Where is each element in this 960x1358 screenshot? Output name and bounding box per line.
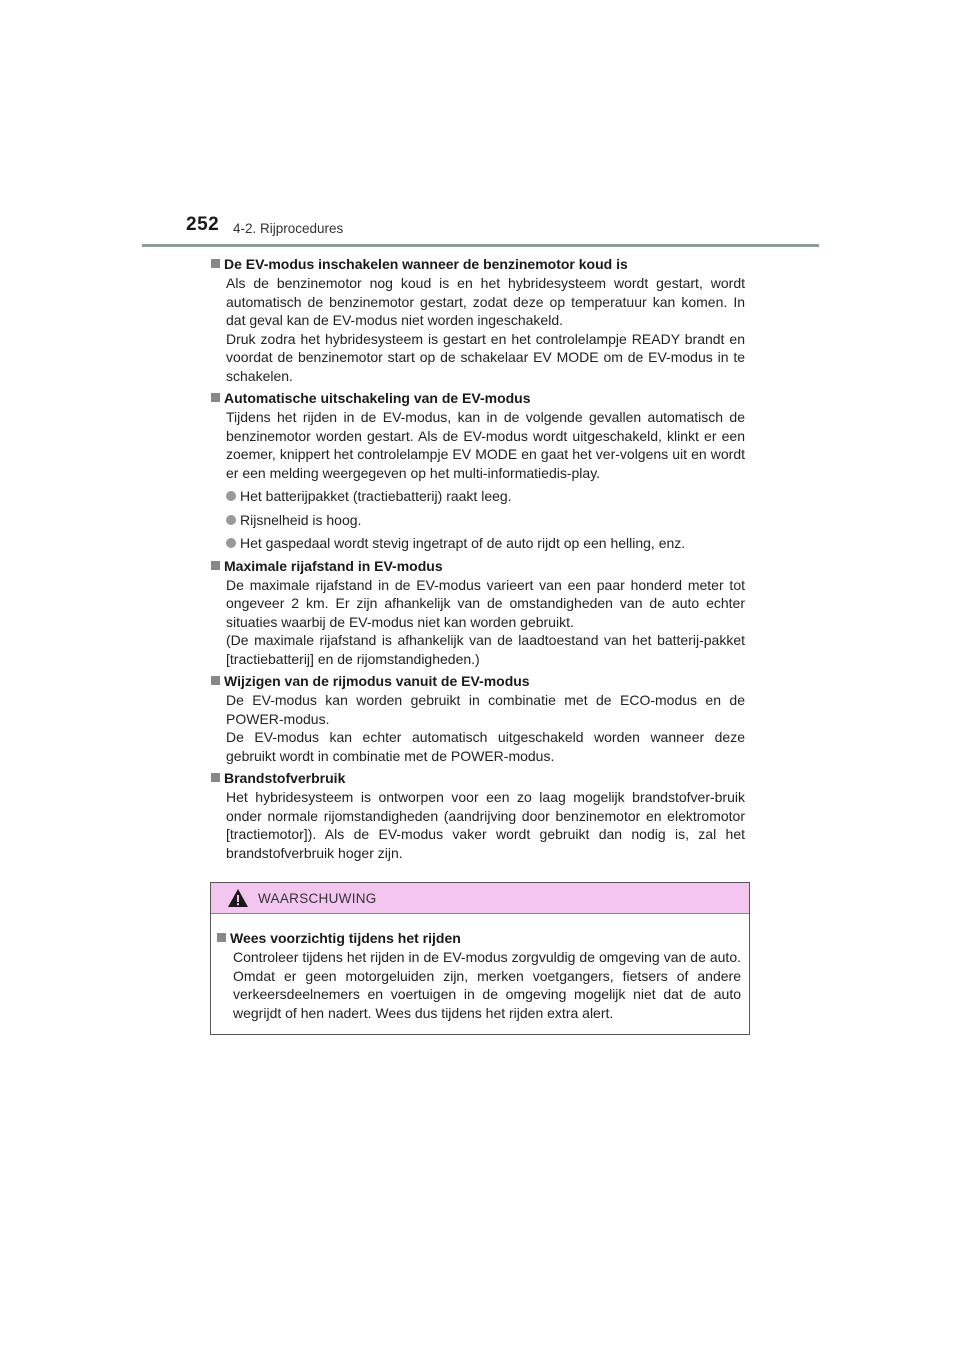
paragraph: De maximale rijafstand in de EV-modus varieert van een paar honderd meter tot ongeveer 2 km. Er zijn afhankelijk van de omstandigheden van de auto echter situaties waarbij de EV-modus niet kan worden gebruikt. xyxy=(226,576,745,630)
paragraph: De EV-modus kan echter automatisch uitgeschakeld worden wanneer deze gebruikt wordt in combinatie met de POWER-modus. xyxy=(226,729,745,764)
square-bullet-icon xyxy=(211,561,220,570)
square-bullet-icon xyxy=(211,393,220,402)
list-item: Het gaspedaal wordt stevig ingetrapt of de auto rijdt op een helling, enz. xyxy=(226,534,745,553)
list-item: Rijsnelheid is hoog. xyxy=(226,511,745,530)
section-drive-mode-change xyxy=(211,671,745,765)
square-bullet-icon xyxy=(211,676,220,685)
warning-title: Wees voorzichtig tijdens het rijden xyxy=(217,928,741,948)
section-ev-auto-off xyxy=(211,388,745,553)
section-ev-max-range xyxy=(211,556,745,669)
square-bullet-icon xyxy=(211,773,220,782)
section-ev-cold-engine xyxy=(211,254,745,385)
header-rule xyxy=(142,244,819,247)
paragraph: (De maximale rijafstand is afhankelijk van de laadtoestand van het batterij-pakket [tractiebatterij] en de rijomstandigheden.) xyxy=(226,632,745,667)
warning-header xyxy=(211,883,749,914)
warning-triangle-icon xyxy=(227,888,249,908)
page-header xyxy=(0,0,960,250)
chapter-title: 4-2. Rijprocedures xyxy=(233,221,344,236)
section-title: De EV-modus inschakelen wanneer de benzinemotor koud is xyxy=(211,254,745,274)
dot-bullet-icon xyxy=(226,515,236,525)
dot-bullet-icon xyxy=(226,538,236,548)
section-fuel-consumption xyxy=(211,768,745,862)
page-number: 252 xyxy=(186,214,220,235)
warning-text: Controleer tijdens het rijden in de EV-modus zorgvuldig de omgeving van de auto. Omdat er geen motorgeluiden zijn, merken voetgangers, fietsers of andere verkeersdeelnemers en voertuigen in de omgeving mogelijk niet dat de auto wegrijdt of hen nadert. Wees dus tijdens het rijden extra alert. xyxy=(233,949,741,1021)
paragraph: Tijdens het rijden in de EV-modus, kan in de volgende gevallen automatisch de benzinemotor worden gestart. Als de EV-modus wordt uitgeschakeld, klinkt er een zoemer, knippert het controlelampje EV MODE en gaat het ver-volgens uit en wordt er een melding weergegeven op het multi-informatiedis-play. xyxy=(226,409,745,481)
square-bullet-icon xyxy=(217,933,226,942)
paragraph: De EV-modus kan worden gebruikt in combinatie met de ECO-modus en de POWER-modus. xyxy=(226,692,745,727)
square-bullet-icon xyxy=(211,259,220,268)
section-title: Brandstofverbruik xyxy=(211,768,745,788)
section-title: Maximale rijafstand in EV-modus xyxy=(211,556,745,576)
list-item: Het batterijpakket (tractiebatterij) raakt leeg. xyxy=(226,487,745,506)
main-content xyxy=(211,254,745,865)
paragraph: Het hybridesysteem is ontworpen voor een zo laag mogelijk brandstofver-bruik onder normale rijomstandigheden (aandrijving door benzinemotor en elektromotor [tractiemotor]). Als de EV-modus vaker wordt gebruikt dan nodig is, zal het brandstofverbruik hoger zijn. xyxy=(226,789,745,861)
paragraph: Druk zodra het hybridesysteem is gestart en het controlelampje READY brandt en voordat de benzinemotor start op de schakelaar EV MODE om de EV-modus in te schakelen. xyxy=(226,330,745,384)
paragraph: Als de benzinemotor nog koud is en het hybridesysteem wordt gestart, wordt automatisch de benzinemotor gestart, zodat deze op temperatuur kan komen. In dat geval kan de EV-modus niet worden ingeschakeld. xyxy=(226,275,745,328)
section-title: Wijzigen van de rijmodus vanuit de EV-modus xyxy=(211,671,745,691)
warning-label: WAARSCHUWING xyxy=(258,890,377,906)
section-title: Automatische uitschakeling van de EV-modus xyxy=(211,388,745,408)
dot-bullet-icon xyxy=(226,491,236,501)
warning-box xyxy=(210,882,750,1035)
warning-body xyxy=(211,914,749,1022)
